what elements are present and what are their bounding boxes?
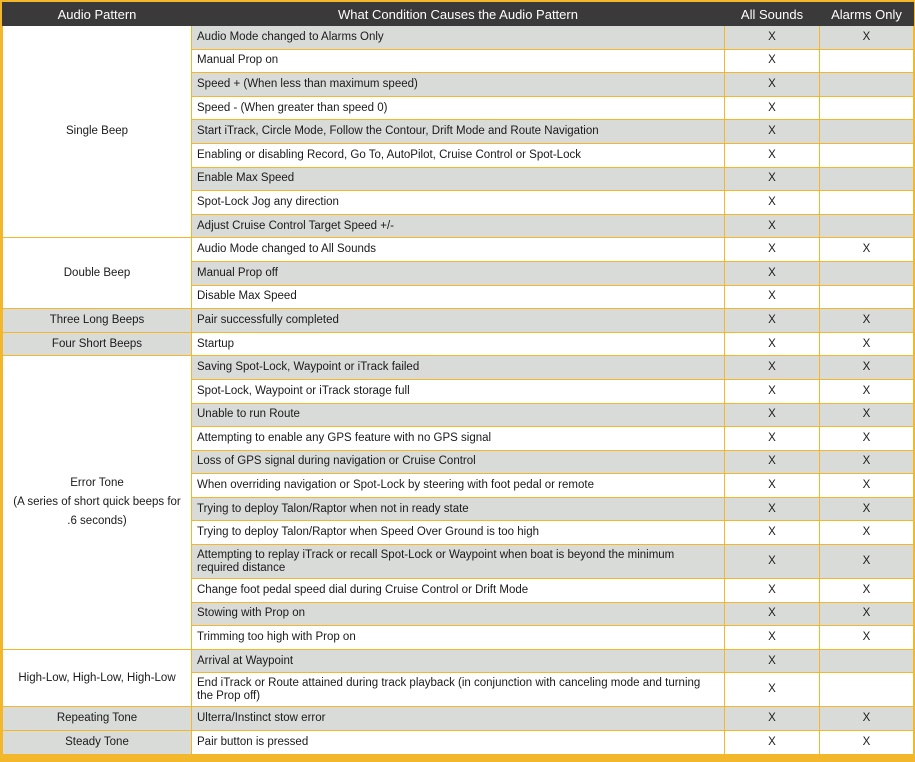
all-sounds-cell: X: [725, 521, 820, 545]
condition-cell: Spot-Lock, Waypoint or iTrack storage full: [192, 379, 725, 403]
alarms-only-cell: X: [820, 332, 914, 356]
condition-cell: Attempting to replay iTrack or recall Spot-Lock or Waypoint when boat is beyond the minimum required distance: [192, 545, 725, 579]
all-sounds-cell: X: [725, 545, 820, 579]
alarms-only-cell: [820, 285, 914, 309]
table-row: [3, 356, 914, 380]
audio-pattern-name: Repeating Tone: [56, 712, 138, 725]
header-condition: What Condition Causes the Audio Pattern: [192, 3, 725, 26]
alarms-only-cell: X: [820, 238, 914, 262]
alarms-only-cell: X: [820, 450, 914, 474]
audio-pattern-name: Double Beep: [63, 266, 131, 279]
condition-cell: Manual Prop off: [192, 261, 725, 285]
header-alarms-only: Alarms Only: [820, 3, 914, 26]
all-sounds-cell: X: [725, 96, 820, 120]
all-sounds-cell: X: [725, 73, 820, 97]
condition-cell: Unable to run Route: [192, 403, 725, 427]
alarms-only-cell: [820, 49, 914, 73]
alarms-only-cell: [820, 261, 914, 285]
audio-pattern-note: (A series of short quick beeps for .6 seconds): [13, 496, 181, 528]
all-sounds-cell: X: [725, 261, 820, 285]
table-row: [3, 309, 914, 333]
condition-cell: Speed + (When less than maximum speed): [192, 73, 725, 97]
alarms-only-cell: X: [820, 545, 914, 579]
table-body: [3, 26, 914, 755]
alarms-only-cell: X: [820, 403, 914, 427]
all-sounds-cell: X: [725, 167, 820, 191]
audio-pattern-table: [2, 2, 914, 755]
audio-pattern-cell: [3, 309, 192, 333]
alarms-only-cell: X: [820, 626, 914, 650]
condition-cell: Stowing with Prop on: [192, 602, 725, 626]
all-sounds-cell: X: [725, 474, 820, 498]
all-sounds-cell: X: [725, 427, 820, 451]
alarms-only-cell: [820, 143, 914, 167]
header-audio-pattern: Audio Pattern: [3, 3, 192, 26]
audio-pattern-name: Error Tone: [70, 477, 124, 490]
all-sounds-cell: X: [725, 26, 820, 50]
condition-cell: Manual Prop on: [192, 49, 725, 73]
all-sounds-cell: X: [725, 450, 820, 474]
audio-pattern-cell: [3, 649, 192, 707]
all-sounds-cell: X: [725, 238, 820, 262]
alarms-only-cell: [820, 649, 914, 673]
table-row: [3, 26, 914, 50]
condition-cell: Audio Mode changed to Alarms Only: [192, 26, 725, 50]
alarms-only-cell: X: [820, 497, 914, 521]
audio-pattern-name: High-Low, High-Low, High-Low: [18, 671, 176, 684]
condition-cell: Audio Mode changed to All Sounds: [192, 238, 725, 262]
audio-pattern-name: Three Long Beeps: [49, 313, 145, 326]
all-sounds-cell: X: [725, 143, 820, 167]
alarms-only-cell: X: [820, 379, 914, 403]
condition-cell: Speed - (When greater than speed 0): [192, 96, 725, 120]
condition-cell: Attempting to enable any GPS feature with no GPS signal: [192, 427, 725, 451]
alarms-only-cell: X: [820, 26, 914, 50]
all-sounds-cell: X: [725, 332, 820, 356]
table-header-row: [3, 3, 914, 26]
audio-pattern-name: Steady Tone: [65, 735, 129, 748]
all-sounds-cell: X: [725, 673, 820, 707]
audio-pattern-cell: [3, 707, 192, 731]
alarms-only-cell: [820, 73, 914, 97]
condition-cell: Ulterra/Instinct stow error: [192, 707, 725, 731]
alarms-only-cell: [820, 120, 914, 144]
alarms-only-cell: [820, 191, 914, 215]
alarms-only-cell: [820, 96, 914, 120]
alarms-only-cell: X: [820, 356, 914, 380]
alarms-only-cell: X: [820, 707, 914, 731]
all-sounds-cell: X: [725, 309, 820, 333]
all-sounds-cell: X: [725, 731, 820, 755]
condition-cell: Pair button is pressed: [192, 731, 725, 755]
table-row: [3, 332, 914, 356]
audio-pattern-cell: [3, 356, 192, 650]
alarms-only-cell: X: [820, 309, 914, 333]
alarms-only-cell: X: [820, 602, 914, 626]
alarms-only-cell: [820, 167, 914, 191]
alarms-only-cell: [820, 214, 914, 238]
alarms-only-cell: [820, 673, 914, 707]
audio-pattern-cell: [3, 332, 192, 356]
all-sounds-cell: X: [725, 602, 820, 626]
table-row: [3, 238, 914, 262]
all-sounds-cell: X: [725, 191, 820, 215]
audio-pattern-cell: [3, 26, 192, 238]
alarms-only-cell: X: [820, 474, 914, 498]
all-sounds-cell: X: [725, 579, 820, 603]
all-sounds-cell: X: [725, 285, 820, 309]
all-sounds-cell: X: [725, 403, 820, 427]
condition-cell: Arrival at Waypoint: [192, 649, 725, 673]
all-sounds-cell: X: [725, 707, 820, 731]
condition-cell: Change foot pedal speed dial during Cruise Control or Drift Mode: [192, 579, 725, 603]
condition-cell: Spot-Lock Jog any direction: [192, 191, 725, 215]
table-row: [3, 731, 914, 755]
condition-cell: Trimming too high with Prop on: [192, 626, 725, 650]
condition-cell: When overriding navigation or Spot-Lock by steering with foot pedal or remote: [192, 474, 725, 498]
condition-cell: Saving Spot-Lock, Waypoint or iTrack failed: [192, 356, 725, 380]
table-row: [3, 707, 914, 731]
alarms-only-cell: X: [820, 427, 914, 451]
audio-pattern-name: Four Short Beeps: [51, 337, 143, 350]
audio-pattern-cell: [3, 731, 192, 755]
table-row: [3, 649, 914, 673]
all-sounds-cell: X: [725, 49, 820, 73]
all-sounds-cell: X: [725, 497, 820, 521]
condition-cell: Pair successfully completed: [192, 309, 725, 333]
all-sounds-cell: X: [725, 649, 820, 673]
condition-cell: Start iTrack, Circle Mode, Follow the Contour, Drift Mode and Route Navigation: [192, 120, 725, 144]
alarms-only-cell: X: [820, 521, 914, 545]
alarms-only-cell: X: [820, 731, 914, 755]
condition-cell: Enabling or disabling Record, Go To, AutoPilot, Cruise Control or Spot-Lock: [192, 143, 725, 167]
condition-cell: End iTrack or Route attained during track playback (in conjunction with canceling mode and turning the Prop off): [192, 673, 725, 707]
condition-cell: Adjust Cruise Control Target Speed +/-: [192, 214, 725, 238]
all-sounds-cell: X: [725, 356, 820, 380]
audio-pattern-cell: [3, 238, 192, 309]
all-sounds-cell: X: [725, 214, 820, 238]
condition-cell: Enable Max Speed: [192, 167, 725, 191]
condition-cell: Disable Max Speed: [192, 285, 725, 309]
audio-pattern-name: Single Beep: [65, 125, 129, 138]
all-sounds-cell: X: [725, 379, 820, 403]
condition-cell: Loss of GPS signal during navigation or Cruise Control: [192, 450, 725, 474]
condition-cell: Trying to deploy Talon/Raptor when Speed Over Ground is too high: [192, 521, 725, 545]
all-sounds-cell: X: [725, 120, 820, 144]
condition-cell: Trying to deploy Talon/Raptor when not in ready state: [192, 497, 725, 521]
alarms-only-cell: X: [820, 579, 914, 603]
condition-cell: Startup: [192, 332, 725, 356]
all-sounds-cell: X: [725, 626, 820, 650]
header-all-sounds: All Sounds: [725, 3, 820, 26]
